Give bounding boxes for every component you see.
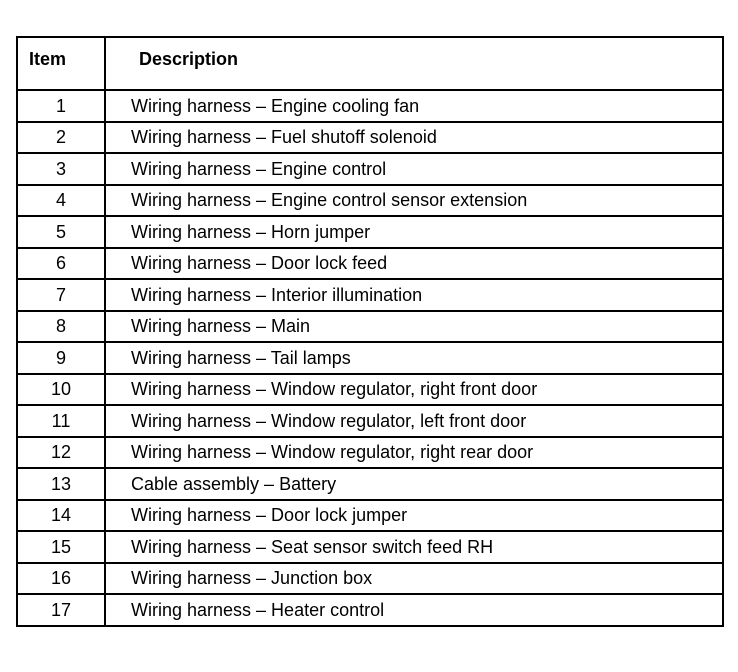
description-cell (105, 185, 723, 217)
description-cell (105, 216, 723, 248)
description-cell (105, 153, 723, 185)
item-number-cell: 5 (17, 216, 105, 248)
item-number-cell: 6 (17, 248, 105, 280)
table-row (17, 248, 723, 280)
item-number-cell: 3 (17, 153, 105, 185)
description-cell (105, 374, 723, 406)
description-cell (105, 437, 723, 469)
description-header-label: Description (139, 49, 239, 69)
item-number-cell: 8 (17, 311, 105, 343)
description-cell (105, 342, 723, 374)
description-text: Wiring harness – Window regulator, right front door (131, 379, 538, 400)
table-row (17, 468, 723, 500)
item-number-cell: 1 (17, 90, 105, 122)
description-text: Wiring harness – Engine control sensor extension (131, 190, 528, 211)
table-row (17, 437, 723, 469)
item-column-header (17, 37, 105, 90)
parts-table (16, 36, 724, 627)
description-cell (105, 405, 723, 437)
description-text: Wiring harness – Seat sensor switch feed RH (131, 536, 494, 557)
table-row (17, 153, 723, 185)
description-text: Wiring harness – Main (131, 316, 311, 337)
item-number-cell: 9 (17, 342, 105, 374)
item-number-cell: 12 (17, 437, 105, 469)
item-header-label: Item (29, 49, 67, 69)
description-text: Wiring harness – Engine control (131, 158, 387, 179)
table-row (17, 594, 723, 626)
item-number-cell: 14 (17, 500, 105, 532)
description-text: Wiring harness – Horn jumper (131, 221, 371, 242)
table-row (17, 500, 723, 532)
description-cell (105, 500, 723, 532)
description-text: Cable assembly – Battery (131, 473, 337, 494)
table-row (17, 122, 723, 154)
description-text: Wiring harness – Window regulator, left front door (131, 410, 527, 431)
description-text: Wiring harness – Fuel shutoff solenoid (131, 127, 437, 148)
item-number-cell: 13 (17, 468, 105, 500)
table-row (17, 342, 723, 374)
description-text: Wiring harness – Tail lamps (131, 347, 351, 368)
table-row (17, 216, 723, 248)
item-number-cell: 4 (17, 185, 105, 217)
description-cell (105, 90, 723, 122)
description-text: Wiring harness – Heater control (131, 599, 385, 620)
description-cell (105, 563, 723, 595)
description-cell (105, 248, 723, 280)
item-number-cell: 7 (17, 279, 105, 311)
item-number-cell: 11 (17, 405, 105, 437)
description-cell (105, 122, 723, 154)
item-number-cell: 17 (17, 594, 105, 626)
table-row (17, 311, 723, 343)
table-header (17, 37, 723, 90)
item-number-cell: 2 (17, 122, 105, 154)
description-cell (105, 279, 723, 311)
table-row (17, 374, 723, 406)
table-row (17, 90, 723, 122)
item-number-cell: 10 (17, 374, 105, 406)
table-row (17, 563, 723, 595)
header-row (17, 37, 723, 90)
description-text: Wiring harness – Engine cooling fan (131, 95, 420, 116)
table-row (17, 279, 723, 311)
description-text: Wiring harness – Junction box (131, 568, 373, 589)
item-number-cell: 15 (17, 531, 105, 563)
table-row (17, 405, 723, 437)
table-row (17, 185, 723, 217)
description-cell (105, 594, 723, 626)
description-text: Wiring harness – Door lock feed (131, 253, 388, 274)
description-column-header (105, 37, 723, 90)
table-body (17, 90, 723, 626)
item-number-cell: 16 (17, 563, 105, 595)
description-cell (105, 311, 723, 343)
description-cell (105, 531, 723, 563)
description-cell (105, 468, 723, 500)
description-text: Wiring harness – Door lock jumper (131, 505, 408, 526)
description-text: Wiring harness – Interior illumination (131, 284, 423, 305)
table-row (17, 531, 723, 563)
description-text: Wiring harness – Window regulator, right rear door (131, 442, 534, 463)
